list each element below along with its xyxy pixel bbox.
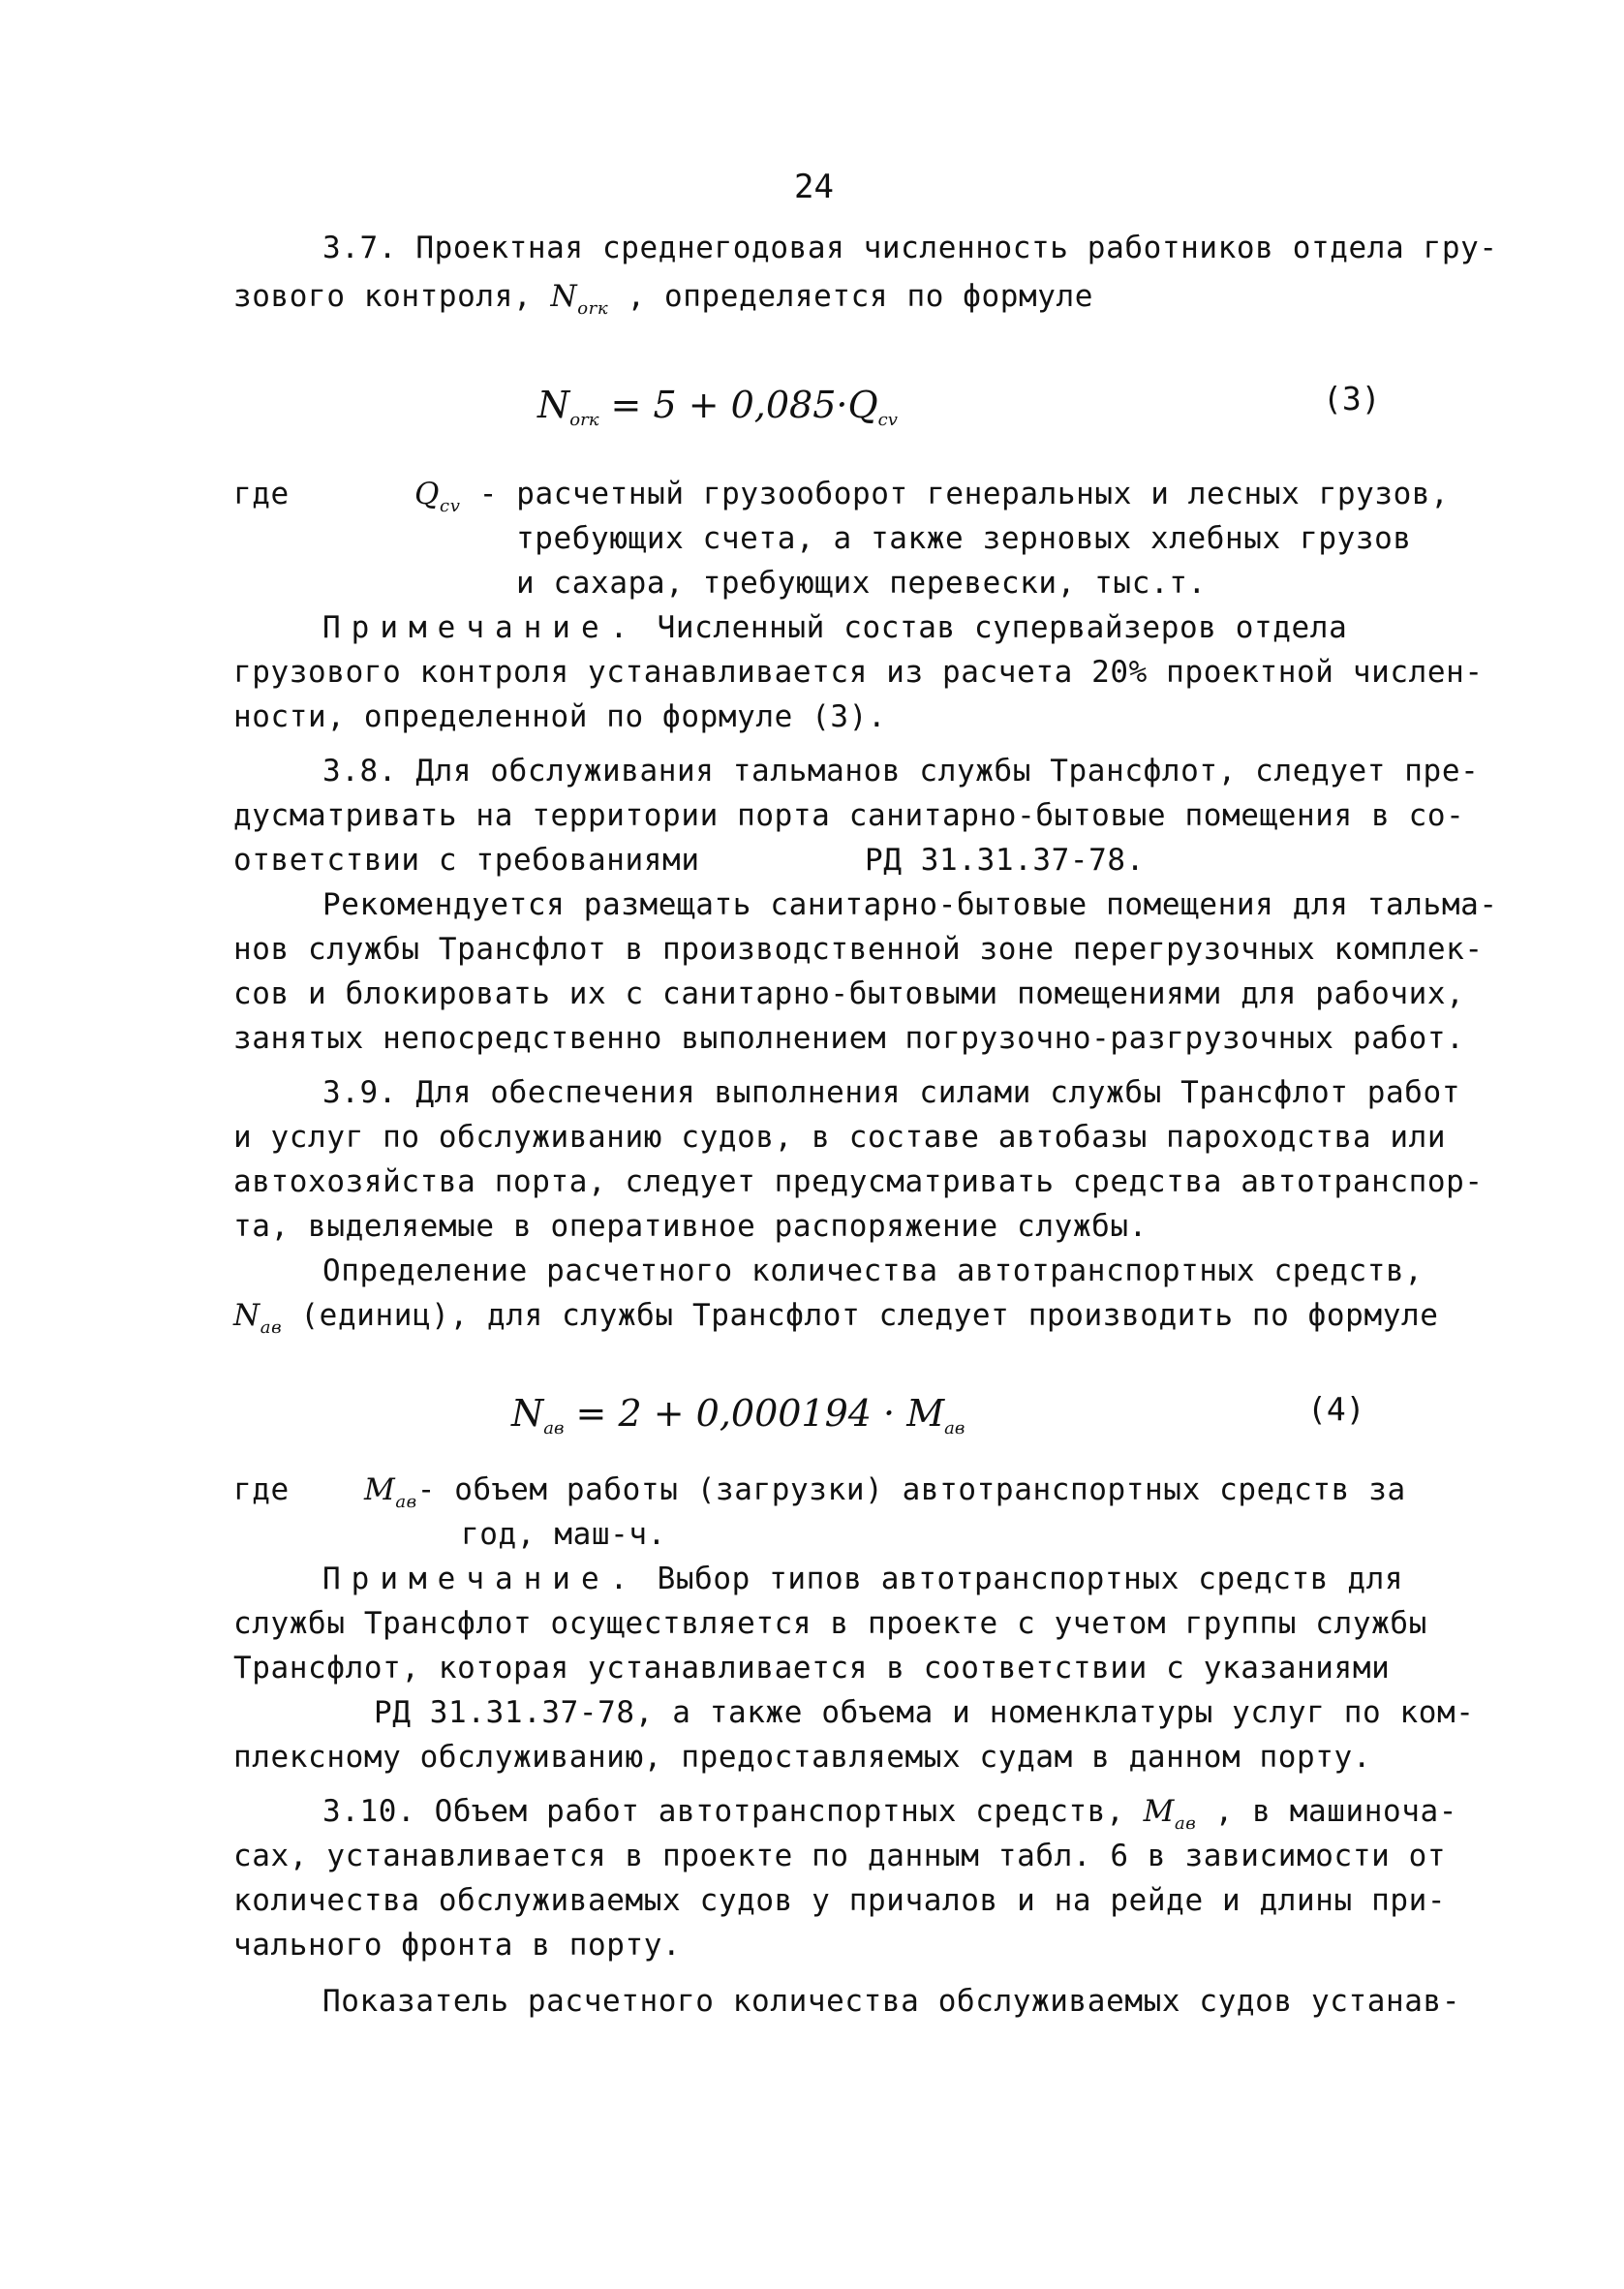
equation-number-3: (3) (1323, 380, 1381, 418)
where-label-2: где (233, 1472, 290, 1507)
note-2-line5: плексному обслуживанию, предоставляемых судам в данном порту. (233, 1740, 1372, 1775)
note-label: Примечание. (322, 610, 639, 645)
s38-para2-line1: Рекомендуется размещать санитарно-бытовые помещения для тальма- (322, 887, 1498, 922)
note-2-line4: РД 31.31.37-78, а также объема и номенклатуры услуг по ком- (374, 1695, 1475, 1730)
s38-line2: дусматривать на территории порта санитарно-бытовые помещения в со- (233, 798, 1465, 833)
s38-para2-line2: нов службы Трансфлот в производственной зоне перегрузочных комплек- (233, 932, 1484, 967)
s39-para2-line2: $N_{ав}$ (единиц), для службы Трансфлот следует производить по формуле (233, 1298, 1439, 1338)
q-definition-line2: требующих счета, а также зерновых хлебных грузов (516, 521, 1412, 556)
s38-line3b: РД 31.31.37-78. (865, 843, 1145, 878)
symbol-M-av: $M_{ав}$ (364, 1472, 417, 1512)
q-definition-line3: и сахара, требующих перевески, тыс.т. (516, 566, 1207, 601)
s39-line3: автохозяйства порта, следует предусматривать средства автотранспор- (233, 1164, 1484, 1199)
page-number: 24 (794, 168, 834, 206)
s39-line2: и услуг по обслуживанию судов, в составе автобазы пароходства или (233, 1120, 1447, 1155)
formula-4: $N_{ав} = 2 + 0,000194 \cdot M_{ав}$ (511, 1392, 965, 1438)
note-2-line1: Примечание. Выбор типов автотранспортных средств для (322, 1562, 1404, 1596)
symbol-N-av: $N_{ав}$ (233, 1298, 283, 1338)
note-1-line1: Примечание. Численный состав супервайзеров отдела (322, 610, 1348, 645)
m-definition-line1: $M_{ав}-$ объем работы (загрузки) автотранспортных средств за (364, 1472, 1406, 1512)
m-definition-line2: год, маш-ч. (461, 1517, 666, 1552)
note-2-line2: службы Трансфлот осуществляется в проекте с учетом группы службы (233, 1606, 1427, 1641)
where-label-1: где (233, 477, 290, 511)
s38-line3a: ответствии с требованиями (233, 843, 700, 878)
s39-line1: 3.9. Для обеспечения выполнения силами службы Трансфлот работ (322, 1075, 1461, 1110)
s39-line4: та, выделяемые в оперативное распоряжение службы. (233, 1209, 1148, 1244)
s310-line4: чального фронта в порту. (233, 1928, 682, 1963)
s39-para2-line1: Определение расчетного количества автотранспортных средств, (322, 1253, 1424, 1288)
equation-number-4: (4) (1307, 1390, 1365, 1428)
s310-line1: 3.10. Объем работ автотранспортных средств, $M_{ав}$ , в машиноча- (322, 1794, 1458, 1834)
note-2-line3: Трансфлот, которая устанавливается в соответствии с указаниями (233, 1651, 1391, 1686)
s38-line1: 3.8. Для обслуживания тальманов службы Трансфлот, следует пре- (322, 754, 1480, 789)
s37-line2: зового контроля, $N_{orк}$ , определяется по формуле (233, 279, 1094, 319)
s310-line3: количества обслуживаемых судов у причалов и на рейде и длины при- (233, 1883, 1447, 1918)
note-1-line2: грузового контроля устанавливается из расчета 20% проектной числен- (233, 655, 1484, 690)
symbol-N-ork: $N_{orк}$ (550, 279, 609, 319)
note-1-line3: ности, определенной по формуле (3). (233, 699, 887, 734)
symbol-M-av-2: $M_{ав}$ (1143, 1794, 1197, 1834)
s38-para2-line4: занятых непосредственно выполнением погрузочно-разгрузочных работ. (233, 1021, 1465, 1056)
s38-para2-line3: сов и блокировать их с санитарно-бытовыми помещениями для рабочих, (233, 976, 1465, 1011)
formula-3: $N_{orк} = 5 + 0,085\cdot Q_{cv}$ (537, 384, 898, 430)
s310-line2: сах, устанавливается в проекте по данным табл. 6 в зависимости от (233, 1839, 1447, 1873)
s37-line1: 3.7. Проектная среднегодовая численность работников отдела гру- (322, 231, 1498, 265)
q-definition-line1: $Q_{cv}$ - расчетный грузооборот генеральных и лесных грузов, (414, 477, 1450, 516)
note-label-2: Примечание. (322, 1562, 639, 1596)
symbol-Q-cv: $Q_{cv}$ (414, 477, 461, 516)
s310-para2-line1: Показатель расчетного количества обслуживаемых судов устанав- (322, 1984, 1461, 2019)
